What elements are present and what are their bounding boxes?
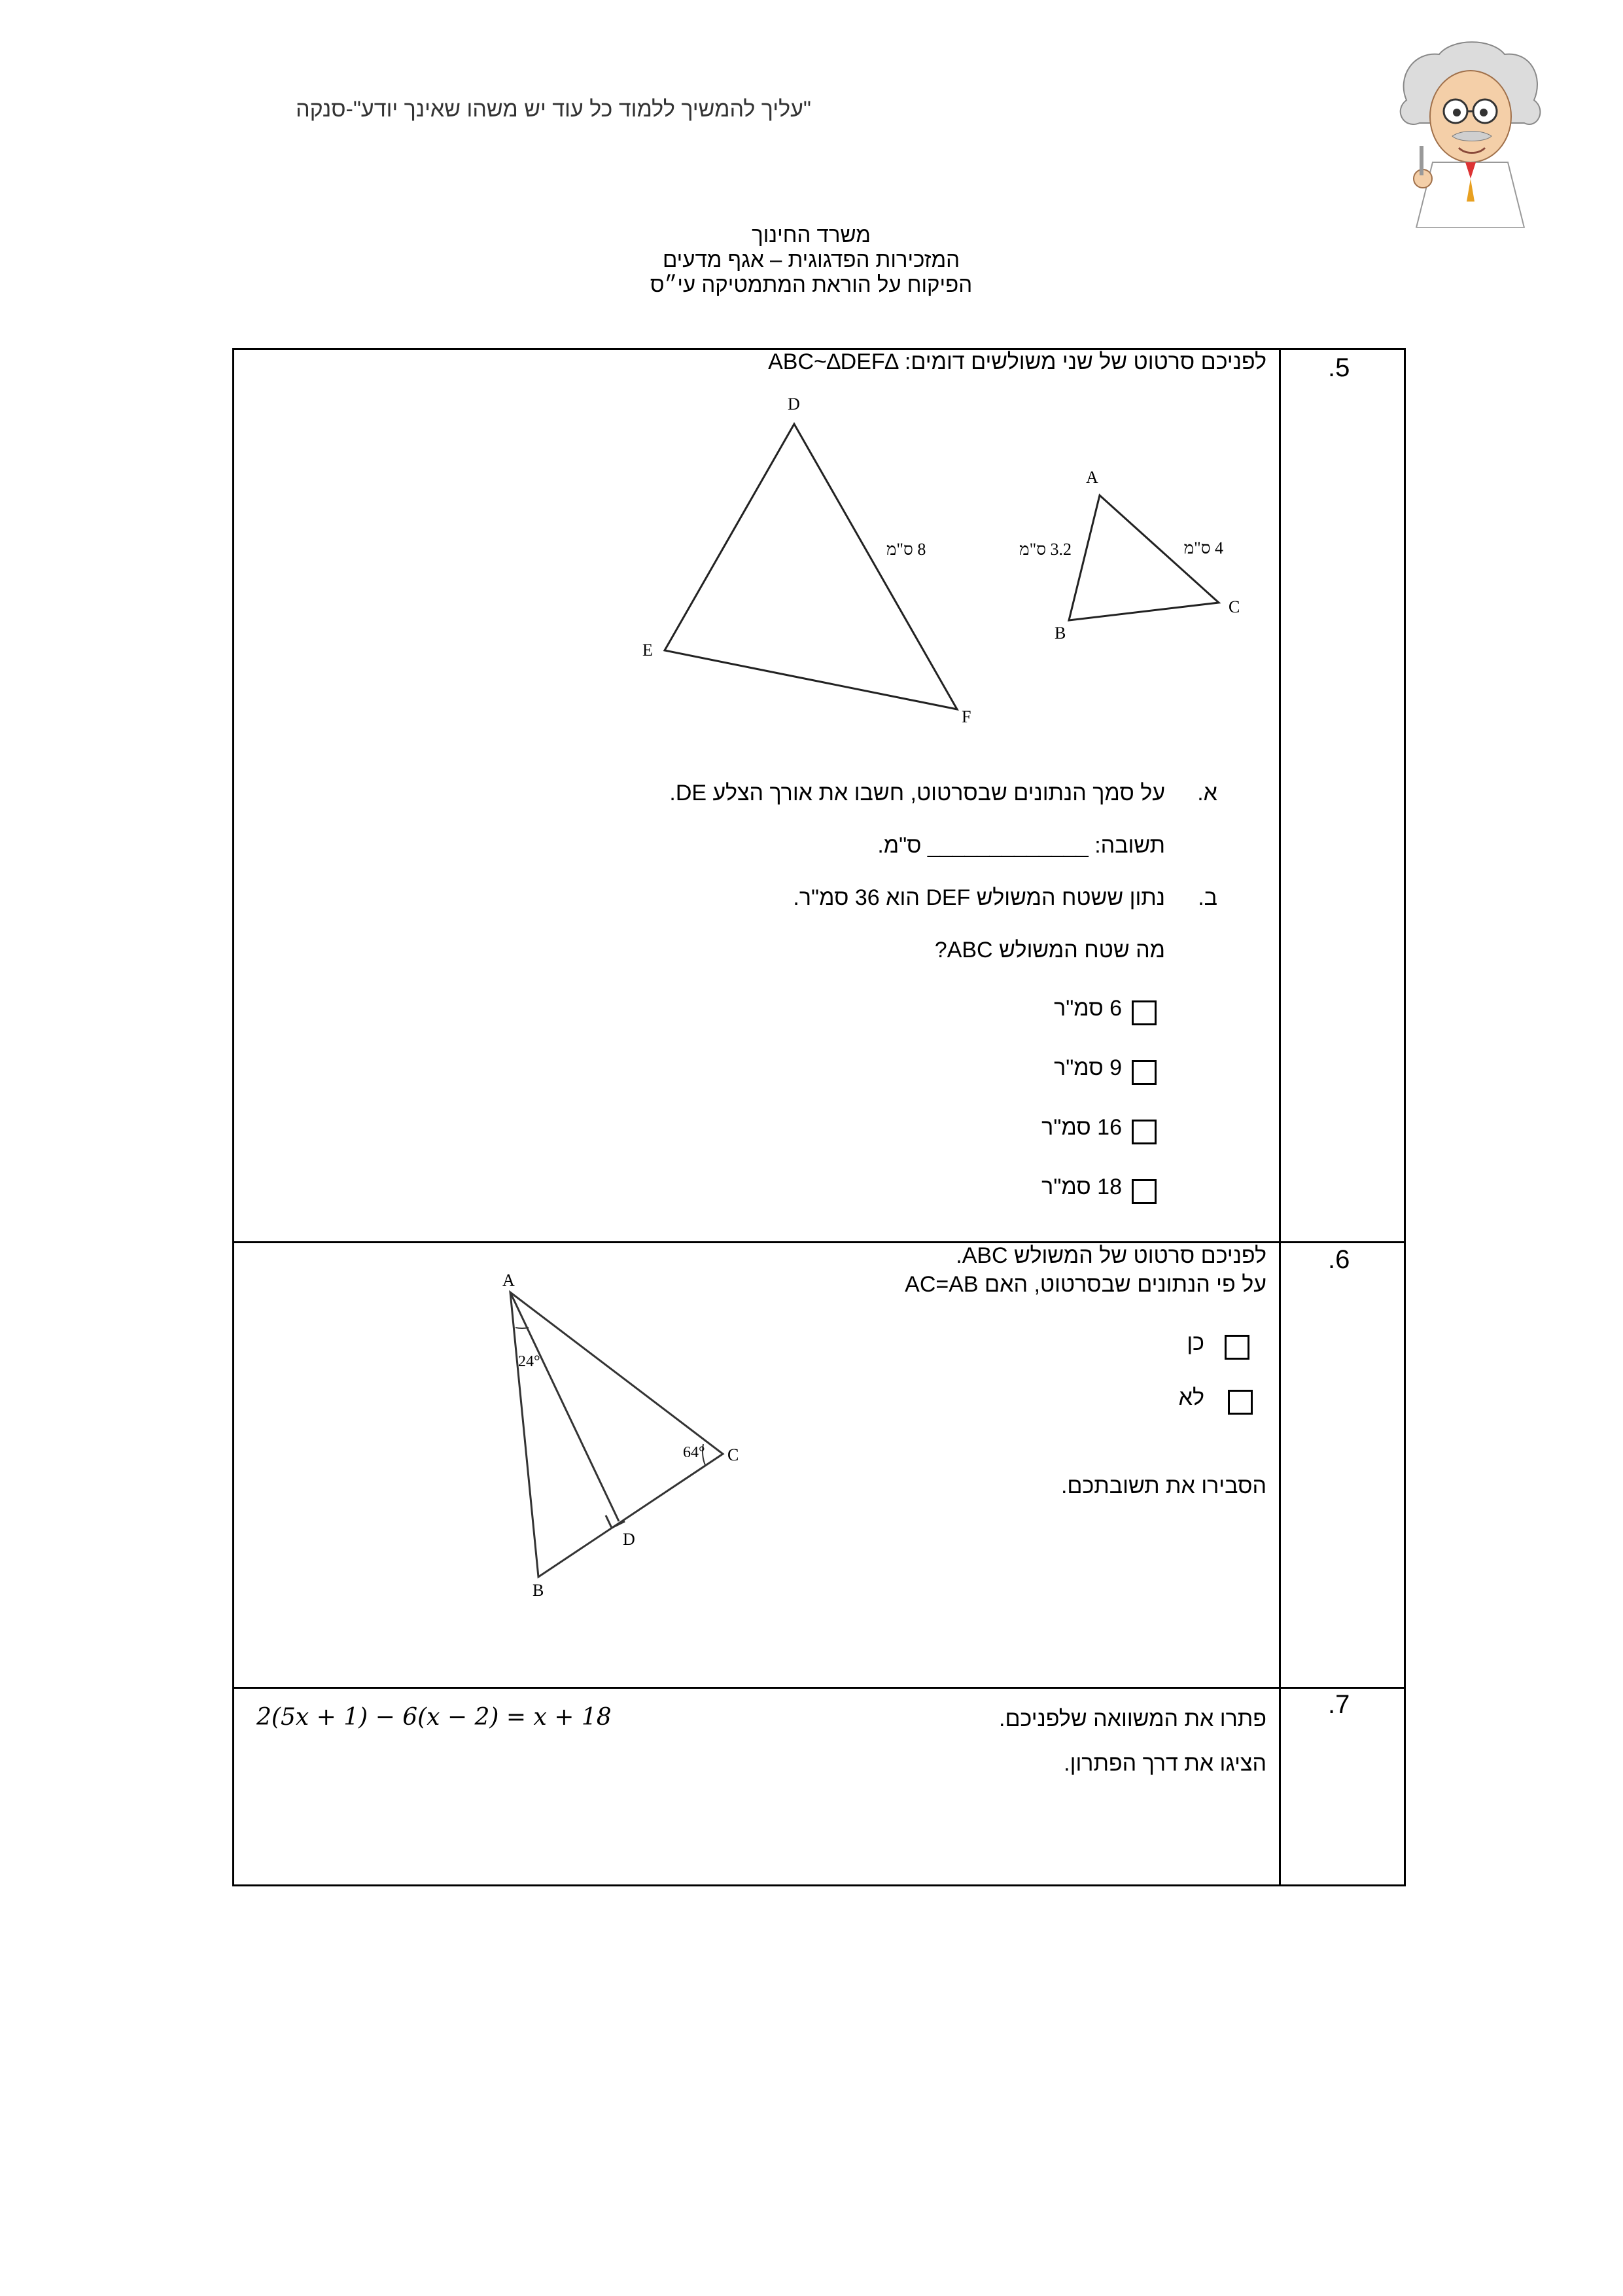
question-6-number: .6 <box>1328 1245 1350 1274</box>
q5-part-a-letter: א. <box>1197 781 1217 805</box>
seneca-quote: "עליך להמשיך ללמוד כל עוד יש משהו שאינך יודע"-סנקה <box>296 97 811 122</box>
q5-answer-line: תשובה: _____________ ס"מ. <box>877 833 1165 858</box>
option-16-label: 16 סמ"ר <box>1041 1115 1122 1140</box>
q7-line-1: פתרו את המשוואה שלפניכם. <box>999 1706 1266 1731</box>
right-angle-mark <box>606 1515 625 1528</box>
label-b: B <box>1055 624 1066 643</box>
option-6-checkbox[interactable] <box>1132 1000 1157 1025</box>
no-label: לא <box>1178 1385 1204 1410</box>
table-border-bottom <box>232 1884 1406 1886</box>
q5-part-b-question: מה שטח המשולש ABC? <box>934 938 1165 963</box>
option-18-label: 18 סמ"ר <box>1041 1174 1122 1199</box>
q6-label-c: C <box>727 1445 739 1464</box>
q6-label-d: D <box>623 1530 635 1549</box>
yes-checkbox[interactable] <box>1225 1335 1249 1360</box>
triangle-abc <box>1069 495 1219 620</box>
label-d: D <box>788 395 800 414</box>
question-5-number: .5 <box>1328 353 1350 382</box>
label-ab-length: 3.2 ס"מ <box>1019 540 1072 559</box>
label-a: A <box>1086 468 1098 487</box>
label-e: E <box>642 641 653 660</box>
table-border-left <box>232 348 234 1886</box>
q6-label-b: B <box>532 1581 544 1600</box>
equation: 2(5x + 1) − 6(x − 2) = x + 18 <box>256 1704 612 1731</box>
label-df-length: 8 ס"מ <box>886 540 926 559</box>
option-9-checkbox[interactable] <box>1132 1060 1157 1085</box>
question-7-number: .7 <box>1328 1690 1350 1719</box>
yes-label: כן <box>1187 1330 1204 1355</box>
triangle-def <box>665 424 957 709</box>
option-6-label: 6 סמ"ר <box>1054 996 1122 1021</box>
similar-triangles-figure <box>628 386 1256 739</box>
q6-explain: הסבירו את תשובתכם. <box>1060 1474 1266 1498</box>
label-c: C <box>1229 597 1240 616</box>
header-line-3: הפיקוח על הוראת המתמטיקה עי״ס <box>650 272 973 296</box>
label-ac-length: 4 ס"מ <box>1183 539 1223 557</box>
angle-a-label: 24° <box>518 1353 540 1370</box>
q6-question: על פי הנתונים שבסרטוט, האם AC=AB <box>905 1272 1266 1297</box>
triangle-abc-altitude-figure <box>484 1266 759 1606</box>
no-checkbox[interactable] <box>1228 1390 1253 1415</box>
table-column-divider <box>1279 348 1281 1886</box>
table-row-divider-2 <box>232 1687 1406 1689</box>
q5-part-a-text: על סמך הנתונים שבסרטוט, חשבו את אורך הצלע DE. <box>669 781 1165 805</box>
einstein-mascot-icon <box>1393 38 1544 228</box>
q5-part-b-letter: ב. <box>1198 885 1217 910</box>
header-line-2: המזכירות הפדגוגית – אגף מדעים <box>662 247 960 272</box>
option-18-checkbox[interactable] <box>1132 1179 1157 1204</box>
q5-part-b-text: נתון ששטח המשולש DEF הוא 36 סמ"ר. <box>793 885 1165 910</box>
altitude-ad <box>510 1292 619 1521</box>
option-16-checkbox[interactable] <box>1132 1120 1157 1144</box>
q6-label-a: A <box>502 1271 515 1290</box>
q5-intro: לפניכם סרטוט של שני משולשים דומים: ∆ABC~∆DEF <box>768 349 1266 374</box>
option-9-label: 9 סמ"ר <box>1054 1055 1122 1080</box>
angle-c-label: 64° <box>683 1444 705 1461</box>
q7-line-2: הציגו את דרך הפתרון. <box>1064 1751 1266 1776</box>
q6-intro: לפניכם סרטוט של המשולש ABC. <box>956 1243 1266 1268</box>
triangle-abc-q6 <box>510 1292 723 1577</box>
header-line-1: משרד החינוך <box>752 222 871 247</box>
table-border-right <box>1404 348 1406 1886</box>
ministry-header <box>484 222 1138 297</box>
label-f: F <box>962 707 971 726</box>
